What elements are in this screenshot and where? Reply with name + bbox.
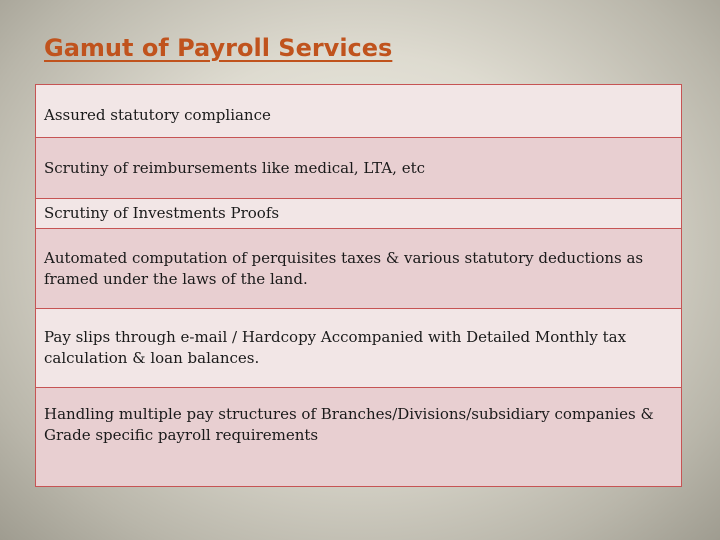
row-text: Scrutiny of Investments Proofs <box>44 204 280 222</box>
row-text: Automated computation of perquisites taxes & various statutory deductions as framed under the laws of the land. <box>44 248 644 288</box>
row-text: Pay slips through e-mail / Hardcopy Accompanied with Detailed Monthly tax calculation & loan balances. <box>44 328 627 367</box>
table-row <box>36 388 681 486</box>
table-row <box>36 85 681 138</box>
table-row <box>36 229 681 309</box>
row-text: Handling multiple pay structures of Branches/Divisions/subsidiary companies & Grade specific payroll requirements <box>44 405 654 444</box>
slide-title: Gamut of Payroll Services <box>44 34 393 62</box>
table-row <box>36 138 681 199</box>
table-row <box>36 199 681 229</box>
services-table <box>35 84 682 487</box>
row-text: Assured statutory compliance <box>44 106 271 124</box>
table-row <box>36 309 681 388</box>
row-text: Scrutiny of reimbursements like medical, LTA, etc <box>44 158 426 177</box>
